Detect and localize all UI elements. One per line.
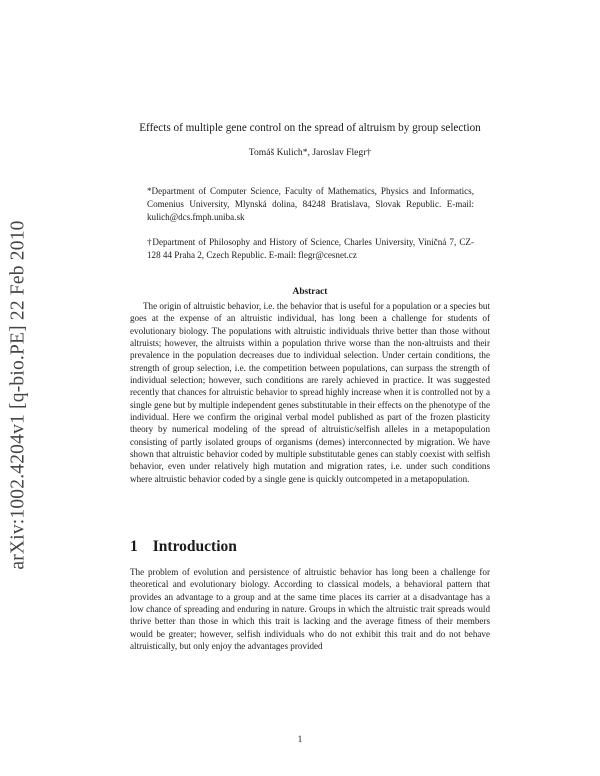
section-number: 1: [130, 538, 138, 555]
arxiv-identifier: [4, 205, 34, 585]
abstract-text: The origin of altruistic behavior, i.e. the behavior that is useful for a population or a species but goes at the expense of an altruistic individual, has long been a challenge for students of evolutionary biology. The populations with altruistic individuals thrive better than those without altruists; however, the altruists within a population thrive worse than the non-altruists and their prevalence in the population decreases due to individual selection. Under certain conditions, the strength of group selection, i.e. the competition between populations, can surpass the strength of individual selection; however, such conditions are rarely achieved in practice. It was suggested recently that chances for altruistic behavior to spread highly increase when it is controlled not by a single gene but by multiple independent genes substitutable in their effects on the phenotype of the individual. Here we confirm the original verbal model published as part of the frozen plasticity theory by numerical modeling of the spread of altruistic/selfish alleles in a metapopulation consisting of partly isolated groups of organisms (demes) interconnected by migration. We have shown that altruistic behavior coded by multiple substitutable genes can stably coexist with selfish behavior, even under relatively high mutation and migration rates, i.e. under such conditions where altruistic behavior coded by a single gene is quickly outcompeted in a metapopulation.: [130, 301, 490, 484]
introduction-text: The problem of evolution and persistence of altruistic behavior has long been a challenge for theoretical and evolutionary biology. According to classical models, a behavioral pattern that provides an advantage to a group and at the same time places its carrier at a disadvantage has a low chance of spreading and enduring in nature. Groups in which the altruistic trait spreads would thrive better than those in which this trait is lacking and the average fitness of their members would be greater; however, selfish individuals who do not exhibit this trait and do not behave altruistically, but only enjoy the advantages provided: [130, 567, 490, 652]
abstract-heading: Abstract: [292, 287, 328, 297]
paper-authors: Tomáš Kulich*, Jaroslav Flegr†: [248, 147, 372, 158]
affiliation-2: †Department of Philosophy and History of Science, Charles University, Viničná 7, CZ-128 44 Praha 2, Czech Republic. E-mail: flegr@cesnet.cz: [147, 237, 474, 260]
arxiv-identifier-text: arXiv:1002.4204v1 [q-bio.PE] 22 Feb 2010: [8, 220, 30, 570]
affiliation-1: *Department of Computer Science, Faculty of Mathematics, Physics and Informatics, Comenius University, Mlynská dolina, 84248 Bratislava, Slovak Republic. E-mail: kulich@dcs.fmph.uniba.sk: [147, 186, 474, 222]
paper-title: Effects of multiple gene control on the spread of altruism by group selection: [139, 122, 481, 134]
section-title: Introduction: [152, 538, 237, 555]
page-number: 1: [297, 735, 303, 745]
section-heading: [130, 538, 237, 556]
